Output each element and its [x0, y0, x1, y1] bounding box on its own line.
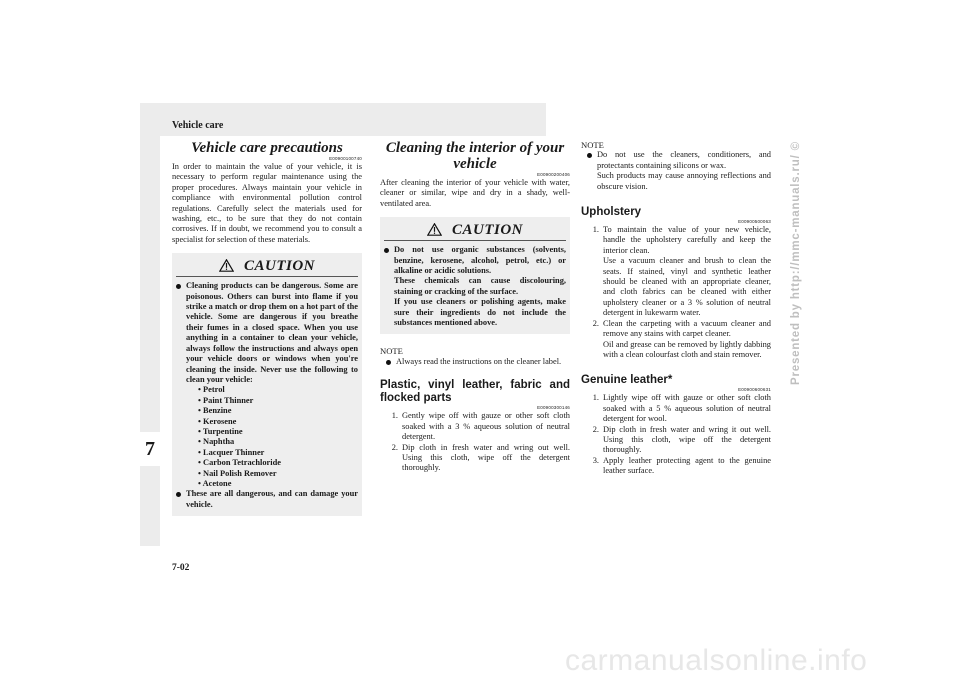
caution-text: These chemicals can cause discolouring, staining or cracking of the surface.	[394, 276, 566, 296]
bullet-icon	[384, 248, 389, 253]
section-title: Cleaning the interior of your vehicle	[385, 140, 565, 172]
section-header: Vehicle care	[172, 120, 224, 131]
caution-text: Cleaning products can be dangerous. Some are poisonous. Others can burst into flame if you strike a match or drop them on a hot part of the vehicle. Some are dangerous if you breathe their fumes in a closed space. When you use anything in a container to clean your vehicle, always follow the instructions and always open your vehicle doors or windows when you're cleaning the inside. Never use the following to clean your vehicle:	[186, 281, 358, 384]
list-item: • Nail Polish Remover	[198, 469, 358, 479]
note-item	[581, 150, 771, 192]
list-item: 3. Apply leather protecting agent to the genuine leather surface.	[592, 455, 771, 476]
list-item: • Acetone	[198, 479, 358, 489]
list-item: • Carbon Tetrachloride	[198, 458, 358, 468]
list-item: • Naphtha	[198, 437, 358, 447]
list-item: • Benzine	[198, 406, 358, 416]
reference-code: E00900500063	[738, 219, 771, 225]
caution-item	[176, 489, 358, 510]
list-item: 2. Dip cloth in fresh water and wring it out well. Using this cloth, wipe off the detergent thoroughly.	[592, 424, 771, 455]
bullet-icon	[176, 284, 181, 289]
caution-box	[380, 217, 570, 334]
site-watermark: carmanualsonline.info	[565, 644, 868, 677]
bullet-icon	[587, 153, 592, 158]
warning-triangle-icon	[219, 259, 234, 272]
steps-list	[581, 225, 771, 360]
bullet-icon	[386, 360, 391, 365]
note-text: Such products may cause annoying reflections and obscure vision.	[597, 171, 771, 191]
column-cleaning-interior	[380, 140, 570, 474]
steps-list	[380, 411, 570, 473]
caution-item	[176, 281, 358, 489]
note-text: Do not use the cleaners, conditioners, and protectants containing silicons or wax.	[597, 150, 771, 170]
reference-code: E00900600631	[738, 387, 771, 393]
reference-code: E00900300146	[537, 405, 570, 411]
subsection-title: Upholstery	[581, 206, 642, 219]
list-item: 2. Dip cloth in fresh water and wring out well. Using this cloth, wipe off the detergent thoroughly.	[391, 442, 570, 473]
reference-code: E00900100740	[329, 156, 362, 161]
list-item: 1. Lightly wipe off with gauze or other soft cloth soaked with a 5 % aqueous solution of neutral detergent for wool.	[592, 393, 771, 424]
caution-title: CAUTION	[243, 257, 315, 274]
list-item: 2. Clean the carpeting with a vacuum cleaner and remove any stains with carpet cleaner. Oil and grease can be removed by lightly dabbing with a clean colourfast cloth and stain remover.	[592, 318, 771, 359]
intro-paragraph: After cleaning the interior of your vehicle with water, cleaner or similar, wipe and dry in a shady, well-ventilated area.	[380, 178, 570, 208]
caution-box	[172, 253, 362, 516]
list-item: • Turpentine	[198, 427, 358, 437]
caution-text: If you use cleaners or polishing agents, make sure their ingredients do not include the substances mentioned above.	[394, 297, 566, 328]
column-upholstery	[581, 140, 771, 477]
bullet-icon	[176, 492, 181, 497]
list-item: 1. Gently wipe off with gauze or other soft cloth soaked with a 3 % aqueous solution of neutral detergent.	[391, 411, 570, 442]
caution-text: Do not use organic substances (solvents, benzine, kerosene, alcohol, petrol, etc.) or alkaline or acidic solutions.	[394, 245, 566, 276]
list-item: • Lacquer Thinner	[198, 448, 358, 458]
note-item	[380, 357, 570, 367]
page-number: 7-02	[172, 563, 190, 573]
caution-header	[384, 217, 566, 241]
substance-list	[186, 385, 358, 489]
subsection-title: Plastic, vinyl leather, fabric and flocked parts	[380, 379, 570, 405]
steps-list	[581, 393, 771, 476]
caution-title: CAUTION	[451, 221, 523, 238]
side-watermark: Presented by http://mmc-manuals.ru/ ©	[790, 141, 802, 385]
intro-paragraph: In order to maintain the value of your vehicle, it is necessary to perform regular maintenance using the proper procedures. Always maintain your vehicle in compliance with environmental pollution control regulations. Carefully select the materials used for washing, etc., to be sure that they do not contain corrosives. If in doubt, we recommend you to consult a specialist for selection of these materials.	[172, 162, 362, 244]
section-title: Vehicle care precautions	[191, 140, 343, 156]
list-item: • Kerosene	[198, 417, 358, 427]
column-vehicle-care-precautions	[172, 140, 362, 516]
subsection-title: Genuine leather*	[581, 374, 673, 387]
caution-item	[384, 245, 566, 328]
reference-code: E00900200406	[537, 172, 570, 177]
list-item: • Petrol	[198, 385, 358, 395]
list-item: • Paint Thinner	[198, 396, 358, 406]
caution-text: These are all dangerous, and can damage your vehicle.	[186, 489, 358, 509]
note-label: NOTE	[581, 140, 604, 150]
list-item: 1. To maintain the value of your new vehicle, handle the upholstery carefully and keep the interior clean. Use a vacuum cleaner and brush to clean the seats. If stained, vinyl and synthetic leather should be cleaned with an appropriate cleaner, and cloth fabrics can be cleaned with either upholstery cleaner or a 3 % solution of neutral detergent in lukewarm water.	[592, 225, 771, 318]
side-band	[140, 136, 160, 546]
note-label: NOTE	[380, 346, 403, 357]
warning-triangle-icon	[427, 223, 442, 236]
caution-header	[176, 253, 358, 277]
chapter-tab: 7	[140, 432, 160, 466]
note-text: Always read the instructions on the cleaner label.	[396, 356, 562, 366]
